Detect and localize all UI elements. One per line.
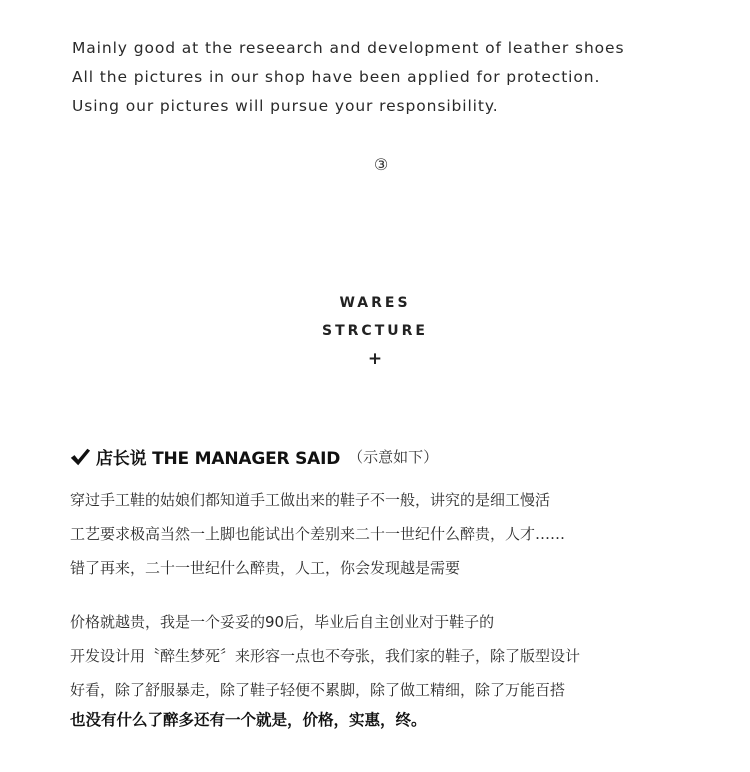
checkmark-icon <box>69 446 91 468</box>
intro-line-protection: All the pictures in our shop have been applied for protection. <box>72 68 601 86</box>
paragraph-line: 价格就越贵，我是一个妥妥的90后，毕业后自主创业对于鞋子的 <box>70 613 495 631</box>
manager-paragraph-2 <box>70 605 580 707</box>
manager-paragraph-1 <box>70 483 565 585</box>
paragraph-line: 好看，除了舒服暴走，除了鞋子轻便不累脚，除了做工精细，除了万能百搭 <box>70 681 566 699</box>
plus-symbol: + <box>367 349 383 369</box>
manager-said-note: （示意如下） <box>348 448 439 466</box>
paragraph-line: 穿过手工鞋的姑娘们都知道手工做出来的鞋子不一般，讲究的是细工慢活 <box>70 491 551 509</box>
intro-text <box>72 34 624 121</box>
step-marker: ③ <box>373 155 389 174</box>
closing-statement: 也没有什么了醉多还有一个就是，价格，实惠，终。 <box>70 711 427 729</box>
wares-structure-title <box>0 289 750 373</box>
wares-label: WARES <box>339 295 411 311</box>
paragraph-line: 工艺要求极高当然一上脚也能试出个差别来二十一世纪什么醉贵，人才…… <box>70 525 566 543</box>
intro-line-research: Mainly good at the reseearch and development of leather shoes <box>72 39 625 57</box>
structure-label: STRCTURE <box>322 323 428 339</box>
manager-said-title: 店长说 THE MANAGER SAID <box>96 449 341 469</box>
paragraph-line: 错了再来，二十一世纪什么醉贵，人工，你会发现越是需要 <box>70 559 461 577</box>
paragraph-line: 开发设计用〝醉生梦死〞来形容一点也不夸张，我们家的鞋子，除了版型设计 <box>70 647 581 665</box>
manager-said-heading <box>69 444 438 469</box>
intro-line-responsibility: Using our pictures will pursue your responsibility. <box>72 97 499 115</box>
